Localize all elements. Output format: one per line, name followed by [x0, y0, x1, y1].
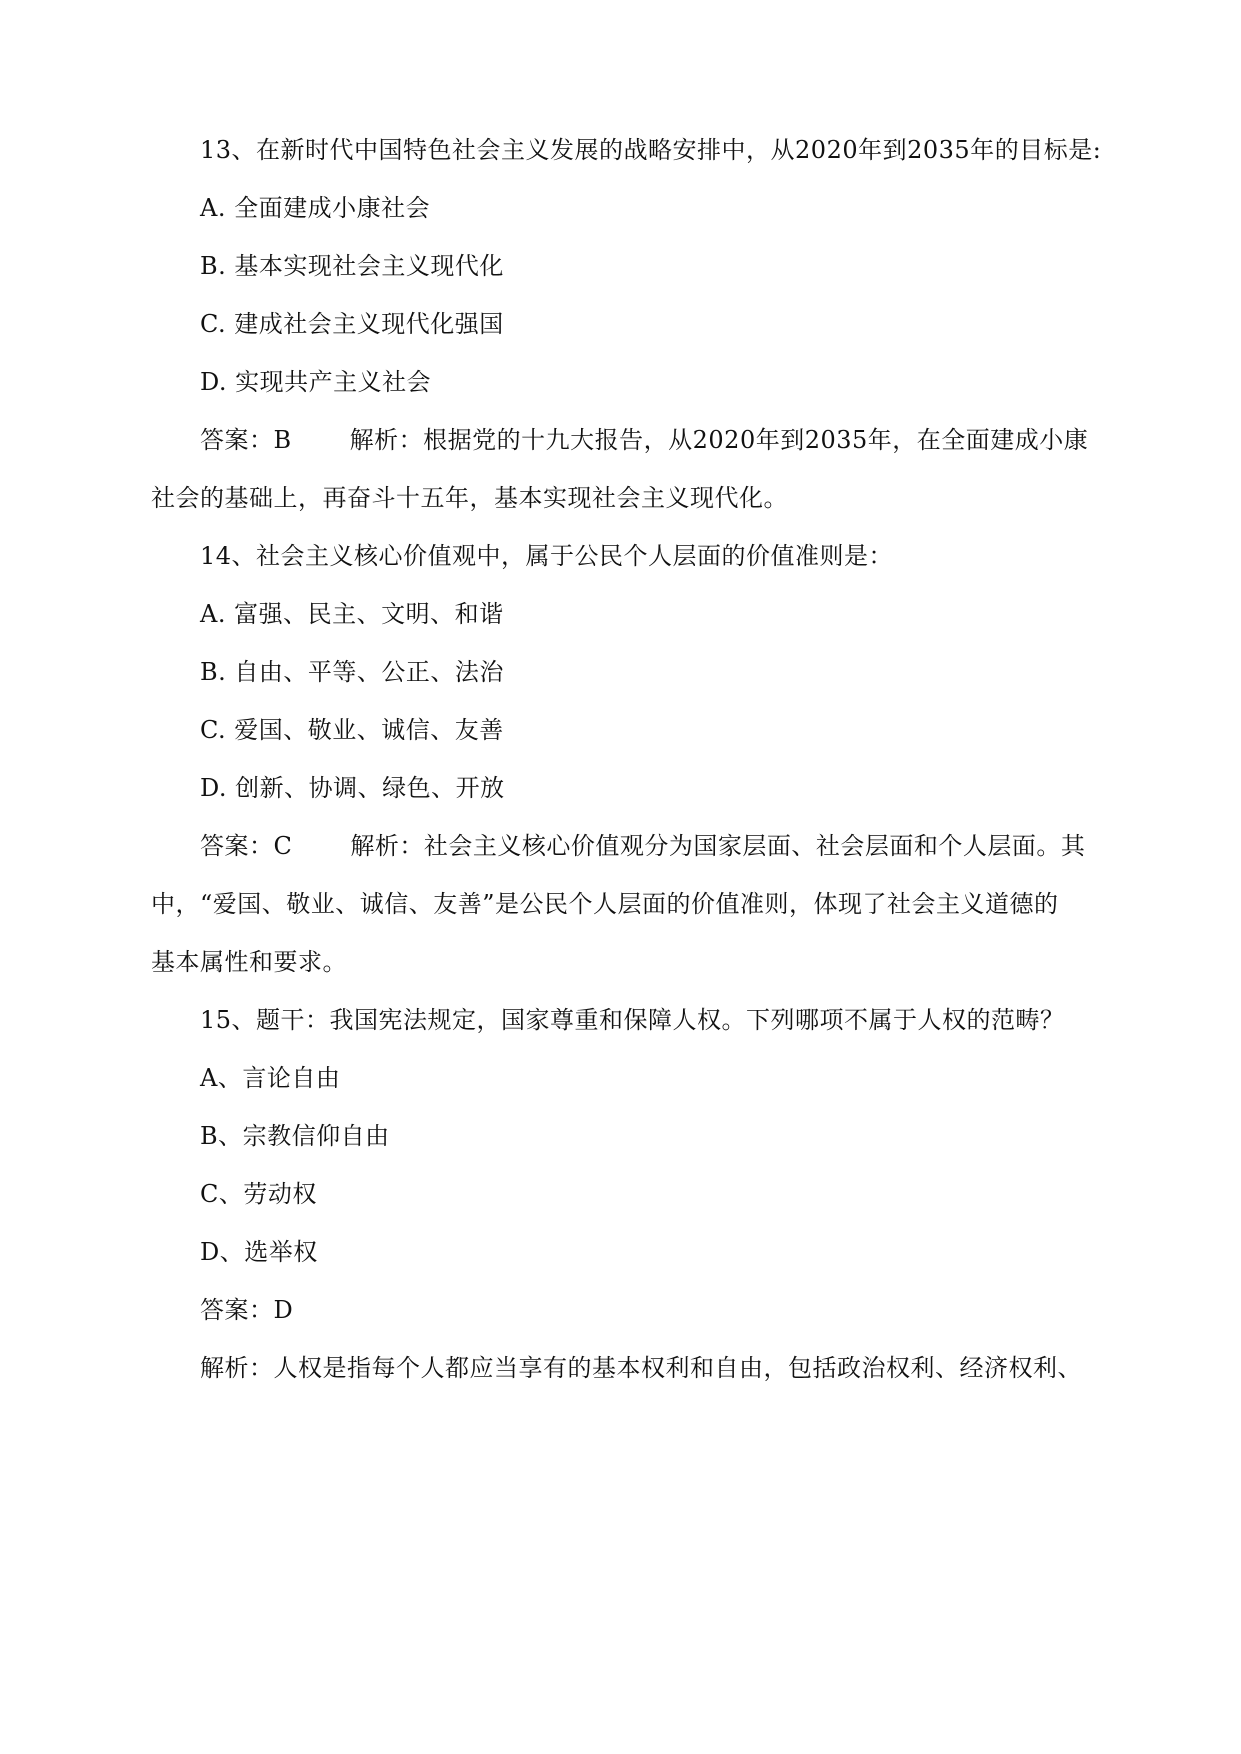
question-14-stem: 14、社会主义核心价值观中，属于公民个人层面的价值准则是： [200, 542, 894, 570]
question-14-analysis-line-3: 基本属性和要求。 [151, 948, 347, 976]
question-15-analysis-line-1: 解析：人权是指每个人都应当享有的基本权利和自由，包括政治权利、经济权利、 [200, 1354, 1082, 1382]
question-15-answer: 答案：D [200, 1296, 294, 1324]
question-13-answer-row [200, 423, 1088, 457]
question-14-answer: 答案：C [200, 832, 293, 860]
question-15-option-c: C、劳动权 [200, 1180, 317, 1208]
question-14-option-c: C. 爱国、敬业、诚信、友善 [200, 716, 504, 744]
question-14-option-b: B. 自由、平等、公正、法治 [200, 658, 504, 686]
question-14-analysis-line-2: 中，“爱国、敬业、诚信、友善”是公民个人层面的价值准则，体现了社会主义道德的 [151, 890, 1059, 918]
question-14-option-a: A. 富强、民主、文明、和谐 [200, 600, 504, 628]
question-13-option-b: B. 基本实现社会主义现代化 [200, 252, 504, 280]
question-13-option-a: A. 全面建成小康社会 [200, 194, 431, 222]
question-14-answer-row [200, 829, 1085, 863]
question-13-option-d: D. 实现共产主义社会 [200, 368, 432, 396]
question-13-option-c: C. 建成社会主义现代化强国 [200, 310, 504, 338]
question-13-analysis-line-2: 社会的基础上，再奋斗十五年，基本实现社会主义现代化。 [151, 484, 788, 512]
question-15-option-b: B、宗教信仰自由 [200, 1122, 390, 1150]
question-15-option-a: A、言论自由 [200, 1064, 341, 1092]
question-13-stem: 13、在新时代中国特色社会主义发展的战略安排中，从2020年到2035年的目标是: [200, 136, 1102, 164]
question-15-stem: 15、题干：我国宪法规定，国家尊重和保障人权。下列哪项不属于人权的范畴？ [200, 1006, 1065, 1034]
question-15-option-d: D、选举权 [200, 1238, 318, 1266]
question-13-analysis-line-1: 解析：根据党的十九大报告，从2020年到2035年，在全面建成小康 [349, 426, 1089, 454]
question-14-analysis-line-1: 解析：社会主义核心价值观分为国家层面、社会层面和个人层面。其 [350, 832, 1086, 860]
question-14-option-d: D. 创新、协调、绿色、开放 [200, 774, 505, 802]
question-13-answer: 答案：B [200, 426, 292, 454]
